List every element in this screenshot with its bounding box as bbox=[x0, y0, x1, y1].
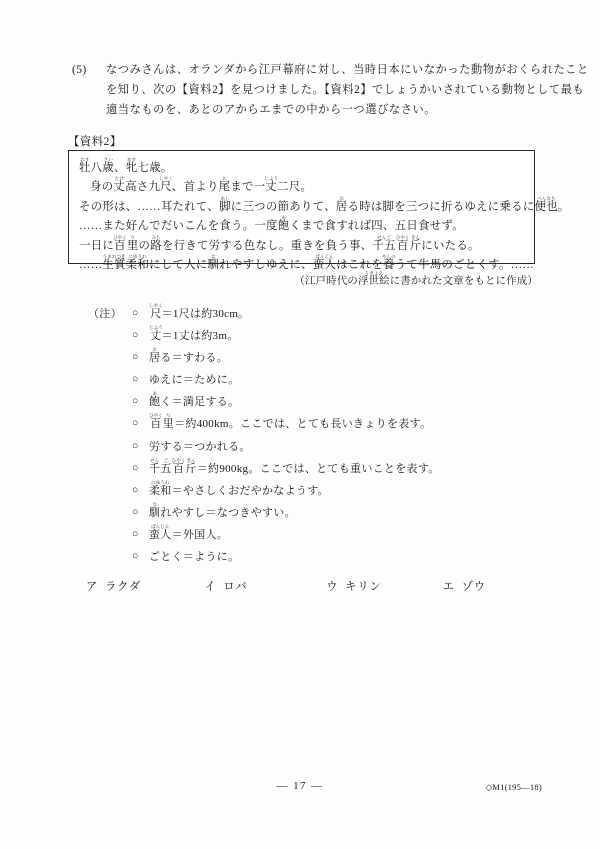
furigana: やしの bbox=[381, 253, 396, 259]
furigana: きん bbox=[185, 457, 197, 463]
ruby-text bbox=[149, 523, 172, 541]
ruby-text bbox=[79, 157, 91, 174]
ruby-text bbox=[207, 253, 220, 271]
ruby-text bbox=[149, 325, 163, 343]
question-number: (5) bbox=[72, 64, 87, 76]
plain-text: る時は脚を三つに折るゆえに乗るに bbox=[347, 200, 535, 213]
ruby-text bbox=[149, 479, 172, 497]
ruby-text bbox=[102, 157, 115, 174]
shiryo-line bbox=[79, 176, 526, 195]
plain-text: ＝1丈は約3m。 bbox=[161, 330, 239, 343]
ruby-text bbox=[381, 253, 396, 271]
shiryo-label: 【資料2】 bbox=[68, 136, 122, 148]
ruby-base: 丈 bbox=[113, 181, 126, 194]
plain-text: に書かれた文章をもとに作成） bbox=[389, 276, 538, 287]
ruby-text bbox=[149, 347, 161, 365]
note-item bbox=[132, 413, 440, 435]
ruby-text bbox=[534, 195, 558, 213]
choice-marker: イ bbox=[204, 581, 217, 593]
ruby-base: 脚 bbox=[219, 200, 231, 213]
furigana: あ bbox=[149, 391, 161, 397]
question-line-3 bbox=[72, 100, 542, 120]
furigana: みち bbox=[150, 234, 162, 240]
plain-text: にいたる。 bbox=[421, 239, 480, 252]
furigana: べんなり bbox=[534, 195, 558, 201]
ruby-base: 尾 bbox=[218, 181, 231, 194]
furigana: あ bbox=[277, 215, 290, 221]
plain-text: く＝満足する。 bbox=[160, 396, 240, 409]
question-line-2 bbox=[72, 80, 585, 100]
ruby-text bbox=[149, 501, 161, 519]
ruby-base: 柔和 bbox=[149, 484, 172, 497]
plain-text: …… bbox=[79, 258, 103, 271]
choice-label: ゾウ bbox=[461, 581, 486, 593]
ruby-base: 牝 bbox=[125, 162, 138, 174]
ruby-base: 百 bbox=[113, 239, 127, 252]
ruby-text bbox=[149, 303, 163, 320]
furigana: おす bbox=[79, 157, 91, 162]
note-text bbox=[149, 325, 440, 347]
choice-label: ロバ bbox=[223, 581, 248, 593]
plain-text: 八 bbox=[90, 162, 103, 174]
note-item bbox=[132, 502, 440, 524]
note-text bbox=[149, 347, 440, 369]
notes-label: （注） bbox=[88, 308, 122, 320]
ruby-text bbox=[185, 457, 197, 475]
ruby-base: 馴 bbox=[149, 506, 161, 519]
ruby-base: 蛮人 bbox=[312, 258, 337, 271]
note-text bbox=[149, 303, 440, 325]
shiryo-line bbox=[79, 215, 526, 234]
answer-choice-エ[interactable] bbox=[443, 578, 486, 594]
plain-text: ＝外国人。 bbox=[171, 528, 229, 541]
ruby-base: 百 bbox=[171, 462, 186, 475]
note-text bbox=[149, 480, 440, 502]
furigana: じよう bbox=[264, 176, 279, 182]
plain-text: はこれを bbox=[336, 258, 384, 271]
note-item bbox=[132, 347, 440, 369]
ruby-text bbox=[125, 253, 150, 271]
furigana: ひやく bbox=[149, 413, 163, 419]
question-line-1 bbox=[72, 60, 589, 80]
plain-text: 。 bbox=[557, 200, 570, 213]
note-item bbox=[132, 436, 440, 458]
ruby-base: 生質 bbox=[102, 258, 126, 271]
ruby-base: 養 bbox=[381, 258, 396, 271]
furigana: うまれつき bbox=[102, 253, 126, 259]
note-text bbox=[149, 391, 440, 413]
choice-marker: ウ bbox=[326, 581, 339, 593]
furigana: にゆうわ bbox=[125, 253, 150, 259]
ruby-base: 百 bbox=[395, 239, 410, 252]
ruby-base: 千五 bbox=[372, 239, 396, 252]
shiryo-attribution bbox=[294, 271, 538, 287]
choice-marker: エ bbox=[442, 581, 455, 593]
note-text bbox=[149, 524, 440, 546]
plain-text: ＝1尺は約30cm。 bbox=[161, 308, 250, 320]
shiryo-line bbox=[79, 235, 526, 254]
question-block bbox=[72, 60, 589, 120]
furigana: せんご bbox=[372, 234, 396, 240]
plain-text: の bbox=[138, 239, 151, 252]
ruby-base: 馴 bbox=[207, 258, 220, 271]
ruby-text bbox=[159, 176, 173, 194]
furigana: お bbox=[335, 195, 348, 201]
ruby-text bbox=[219, 195, 231, 213]
plain-text: 七歳。 bbox=[137, 162, 173, 174]
form-code: ◇M1(195—18) bbox=[485, 782, 542, 792]
question-text-line-1: なつみさんは、オランダから江戸幕府に対し、当時日本にいなかった動物がおくられたこと bbox=[106, 64, 589, 76]
furigana: ばんじん bbox=[149, 523, 172, 529]
plain-text: （江戸時代の bbox=[294, 276, 358, 287]
note-item bbox=[132, 391, 440, 413]
ruby-text bbox=[218, 176, 231, 194]
plain-text: うて牛馬のごとくす。…… bbox=[394, 258, 535, 271]
ruby-base: 千 bbox=[149, 462, 161, 475]
circle-bullet-icon: ○ bbox=[132, 352, 139, 364]
ruby-base: 斤 bbox=[409, 239, 422, 252]
circle-bullet-icon: ○ bbox=[132, 551, 139, 563]
plain-text: を行きて労する色なし。重きを負う事、 bbox=[161, 239, 373, 252]
circle-bullet-icon: ○ bbox=[132, 330, 139, 342]
furigana: じよう bbox=[149, 325, 163, 331]
ruby-base: 丈 bbox=[264, 181, 279, 194]
ruby-text bbox=[162, 413, 175, 431]
note-text bbox=[149, 369, 440, 391]
circle-bullet-icon: ○ bbox=[132, 506, 139, 518]
plain-text: くまで食すれば四、五日食せず。 bbox=[289, 220, 464, 233]
plain-text: まで一 bbox=[230, 181, 266, 194]
ruby-base: 路 bbox=[150, 239, 162, 252]
ruby-text bbox=[150, 234, 162, 252]
notes-list bbox=[132, 303, 440, 568]
note-item bbox=[132, 546, 440, 568]
shiryo-line bbox=[79, 195, 570, 215]
plain-text: 、 bbox=[114, 162, 126, 174]
ruby-base: 尺 bbox=[159, 181, 173, 194]
circle-bullet-icon: ○ bbox=[132, 484, 139, 496]
choice-marker: ア bbox=[86, 581, 99, 593]
furigana: お bbox=[218, 176, 231, 182]
plain-text: ごとく＝ように。 bbox=[149, 551, 240, 564]
question-indent bbox=[72, 80, 106, 100]
circle-bullet-icon: ○ bbox=[132, 308, 139, 319]
ruby-text bbox=[149, 457, 161, 475]
furigana: せん bbox=[149, 457, 161, 463]
plain-text: にして人に bbox=[149, 258, 208, 271]
furigana: お bbox=[149, 347, 161, 353]
furigana: ひやく bbox=[171, 457, 186, 463]
shiryo-line bbox=[79, 157, 526, 176]
furigana: うきよえ bbox=[357, 271, 390, 276]
ruby-base: 歳 bbox=[102, 162, 115, 174]
furigana: ひやく bbox=[113, 234, 127, 240]
ruby-text bbox=[113, 176, 126, 194]
furigana: めす bbox=[125, 157, 138, 162]
page-number: — 17 — bbox=[276, 780, 324, 792]
ruby-text bbox=[277, 215, 290, 233]
plain-text: その形は、……耳たれて、 bbox=[79, 200, 220, 213]
shiryo-quote-box bbox=[68, 150, 570, 271]
ruby-text bbox=[125, 157, 138, 174]
furigana: ひやく bbox=[395, 234, 410, 240]
plain-text: る＝すわる。 bbox=[160, 352, 229, 365]
furigana: にゆうわ bbox=[149, 479, 172, 485]
furigana: しやく bbox=[159, 176, 173, 182]
circle-bullet-icon: ○ bbox=[132, 374, 139, 386]
ruby-text bbox=[126, 234, 139, 252]
ruby-base: 蛮人 bbox=[149, 528, 172, 541]
ruby-text bbox=[264, 176, 279, 194]
question-text-line-3: 適当なものを、あとのアからエまでの中から一つ選びなさい。 bbox=[106, 104, 437, 116]
furigana: な bbox=[207, 253, 220, 259]
note-text bbox=[149, 458, 440, 480]
note-item bbox=[132, 303, 440, 325]
ruby-text bbox=[372, 234, 396, 252]
furigana: ご bbox=[160, 457, 172, 463]
note-item bbox=[132, 524, 440, 546]
ruby-text bbox=[160, 457, 172, 475]
ruby-base: 飽 bbox=[277, 220, 290, 233]
choice-label: キリン bbox=[345, 581, 382, 593]
answer-choice-イ[interactable] bbox=[204, 578, 326, 594]
furigana: ばんじん bbox=[312, 253, 337, 259]
note-text bbox=[149, 436, 440, 458]
ruby-text bbox=[171, 457, 186, 475]
ruby-base: 飽 bbox=[149, 396, 161, 409]
ruby-text bbox=[149, 391, 161, 409]
choice-label: ラクダ bbox=[105, 581, 142, 593]
answer-choices bbox=[86, 578, 486, 594]
ruby-base: 浮世絵 bbox=[357, 276, 390, 287]
furigana: きん bbox=[409, 234, 422, 240]
plain-text: 労する＝つかれる。 bbox=[149, 440, 251, 453]
furigana: な bbox=[149, 501, 161, 507]
plain-text: 一日に bbox=[79, 239, 115, 252]
furigana: さい bbox=[102, 157, 115, 162]
ruby-base: 百 bbox=[149, 418, 163, 431]
plain-text: ＝約400km。ここでは、とても長いきょりを表す。 bbox=[174, 418, 432, 431]
ruby-text bbox=[113, 234, 127, 252]
ruby-base: 便也 bbox=[534, 200, 558, 213]
note-item bbox=[132, 369, 440, 391]
circle-bullet-icon: ○ bbox=[132, 462, 139, 474]
furigana: り bbox=[126, 234, 139, 240]
plain-text: 高さ九 bbox=[125, 181, 161, 194]
plain-text: 身の bbox=[90, 181, 114, 194]
plain-text: に三つの節ありて、 bbox=[230, 200, 336, 213]
answer-choice-ア[interactable] bbox=[86, 578, 204, 594]
plain-text: ……また好んでだいこんを食う。一度 bbox=[79, 220, 278, 233]
circle-bullet-icon: ○ bbox=[132, 528, 139, 540]
circle-bullet-icon: ○ bbox=[132, 396, 139, 408]
ruby-text bbox=[395, 234, 410, 252]
plain-text: 、首より bbox=[171, 181, 219, 194]
ruby-base: 五 bbox=[160, 462, 172, 475]
ruby-base: 尺 bbox=[149, 308, 163, 320]
ruby-base: 里 bbox=[162, 418, 175, 431]
answer-choice-ウ[interactable] bbox=[326, 578, 443, 594]
note-item bbox=[132, 325, 440, 347]
ruby-text bbox=[149, 413, 163, 431]
notes-block bbox=[88, 303, 440, 568]
plain-text: ＝約900kg。ここでは、とても重いことを表す。 bbox=[196, 462, 440, 475]
ruby-text bbox=[357, 271, 390, 287]
note-text bbox=[149, 546, 440, 568]
shiryo-lines-container bbox=[69, 151, 570, 277]
ruby-base: 斤 bbox=[185, 462, 197, 475]
question-text-line-2: を知り、次の【資料2】を見つけました。【資料2】でしょうかいされている動物として最も bbox=[106, 84, 585, 96]
ruby-base: 里 bbox=[126, 239, 139, 252]
ruby-base: 居 bbox=[149, 352, 161, 365]
ruby-text bbox=[312, 253, 337, 271]
note-item bbox=[132, 480, 440, 502]
circle-bullet-icon: ○ bbox=[132, 418, 139, 430]
circle-bullet-icon: ○ bbox=[132, 440, 139, 452]
ruby-base: 柔和 bbox=[125, 258, 150, 271]
ruby-base: 牡 bbox=[79, 162, 91, 174]
note-item bbox=[132, 458, 440, 480]
furigana: り bbox=[162, 413, 175, 419]
plain-text: れやすしゆえに、 bbox=[219, 258, 313, 271]
plain-text: ゆえに＝ために。 bbox=[149, 374, 240, 387]
plain-text: ＝やさしくおだやかなようす。 bbox=[171, 484, 329, 497]
question-indent bbox=[72, 100, 106, 120]
ruby-text bbox=[409, 234, 422, 252]
ruby-base: 丈 bbox=[149, 330, 163, 343]
furigana: たけ bbox=[113, 176, 126, 182]
furigana: しやく bbox=[149, 303, 163, 308]
ruby-text bbox=[102, 253, 126, 271]
note-text bbox=[149, 413, 440, 435]
note-text bbox=[149, 502, 440, 524]
furigana: あし bbox=[219, 195, 231, 201]
plain-text: 二尺。 bbox=[277, 181, 313, 194]
plain-text: れやすし＝なつきやすい。 bbox=[160, 506, 296, 519]
ruby-text bbox=[335, 195, 348, 213]
ruby-base: 居 bbox=[335, 200, 348, 213]
